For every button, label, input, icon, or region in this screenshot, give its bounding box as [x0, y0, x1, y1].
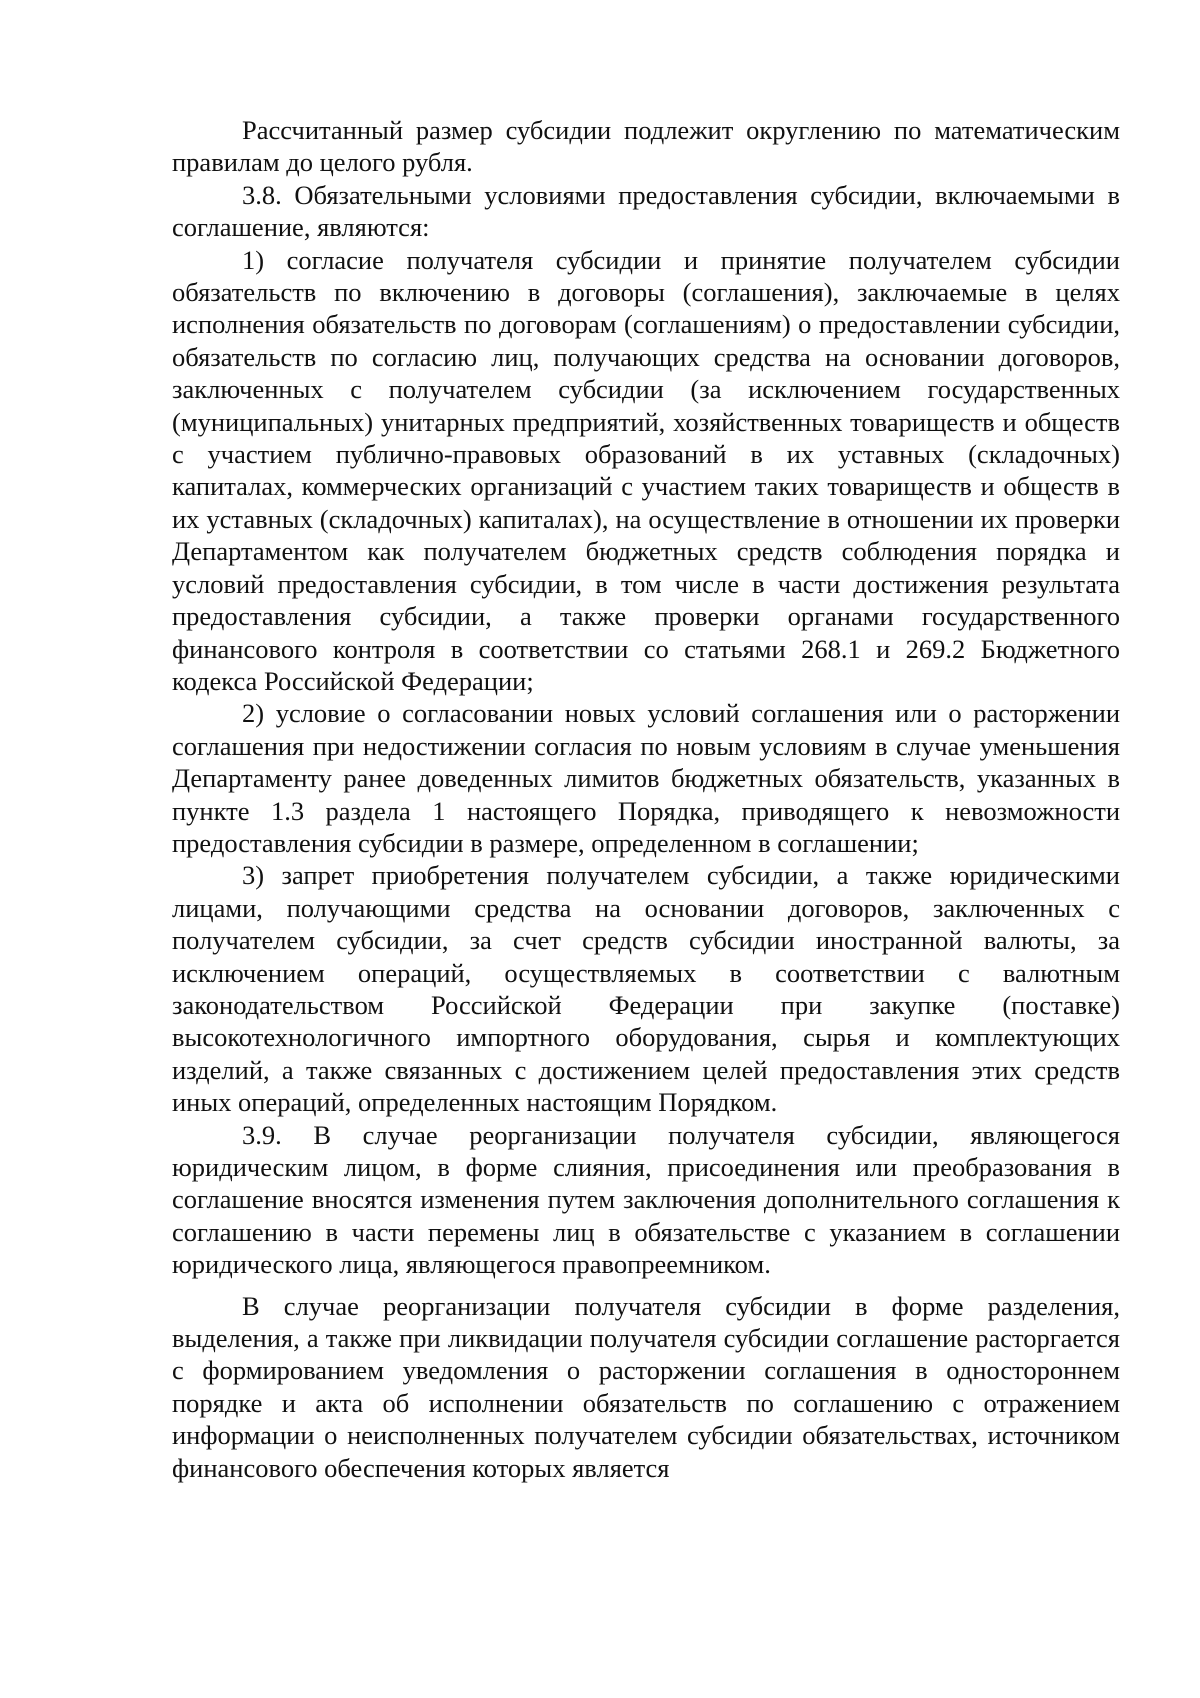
paragraph-condition-1: 1) согласие получателя субсидии и принятие получателем субсидии обязательств по включению в договоры (соглашения), заключаемые в целях исполнения обязательств по договорам (соглашениям) о предоставлении субсидии, обязательств по согласию лиц, получающих средства на основании договоров, заключенных с получателем субсидии (за исключением государственных (муниципальных) унитарных предприятий, хозяйственных товариществ и обществ с участием публично-правовых образований в их уставных (складочных) капиталах, коммерческих организаций с участием таких товариществ и обществ в их уставных (складочных) капиталах), на осуществление в отношении их проверки Департаментом как получателем бюджетных средств соблюдения порядка и условий предоставления субсидии, в том числе в части достижения результата предоставления субсидии, а также проверки органами государственного финансового контроля в соответствии со статьями 268.1 и 269.2 Бюджетного кодекса Российской Федерации; — [172, 244, 1120, 696]
paragraph-reorganization: В случае реорганизации получателя субсидии в форме разделения, выделения, а также при ликвидации получателя субсидии соглашение расторгается с формированием уведомления о расторжении соглашения в одностороннем порядке и акта об исполнении обязательств по соглашению с отражением информации о неисполненных получателем субсидии обязательствах, источником финансового обеспечения которых является — [172, 1290, 1120, 1483]
paragraph-3-8-heading: 3.8. Обязательными условиями предоставления субсидии, включаемыми в соглашение, являются: — [172, 179, 1120, 243]
paragraph-condition-2: 2) условие о согласовании новых условий соглашения или о расторжении соглашения при недостижении согласия по новым условиям в случае уменьшения Департаменту ранее доведенных лимитов бюджетных обязательств, указанных в пункте 1.3 раздела 1 настоящего Порядка, приводящего к невозможности предоставления субсидии в размере, определенном в соглашении; — [172, 698, 1120, 858]
paragraph-3-9: 3.9. В случае реорганизации получателя субсидии, являющегося юридическим лицом, в форме слияния, присоединения или преобразования в соглашение вносятся изменения путем заключения дополнительного соглашения к соглашению в части перемены лиц в обязательстве с указанием в соглашении юридического лица, являющегося правопреемником. — [172, 1119, 1120, 1280]
paragraph-rounding: Рассчитанный размер субсидии подлежит округлению по математическим правилам до целого рубля. — [172, 115, 1120, 178]
document-body — [172, 114, 1120, 1484]
paragraph-condition-3: 3) запрет приобретения получателем субсидии, а также юридическими лицами, получающими средства на основании договоров, заключенных с получателем субсидии, за счет средств субсидии иностранной валюты, за исключением операций, осуществляемых в соответствии с валютным законодательством Российской Федерации при закупке (поставке) высокотехнологичного импортного оборудования, сырья и комплектующих изделий, а также связанных с достижением целей предоставления этих средств иных операций, определенных настоящим Порядком. — [172, 860, 1120, 1118]
